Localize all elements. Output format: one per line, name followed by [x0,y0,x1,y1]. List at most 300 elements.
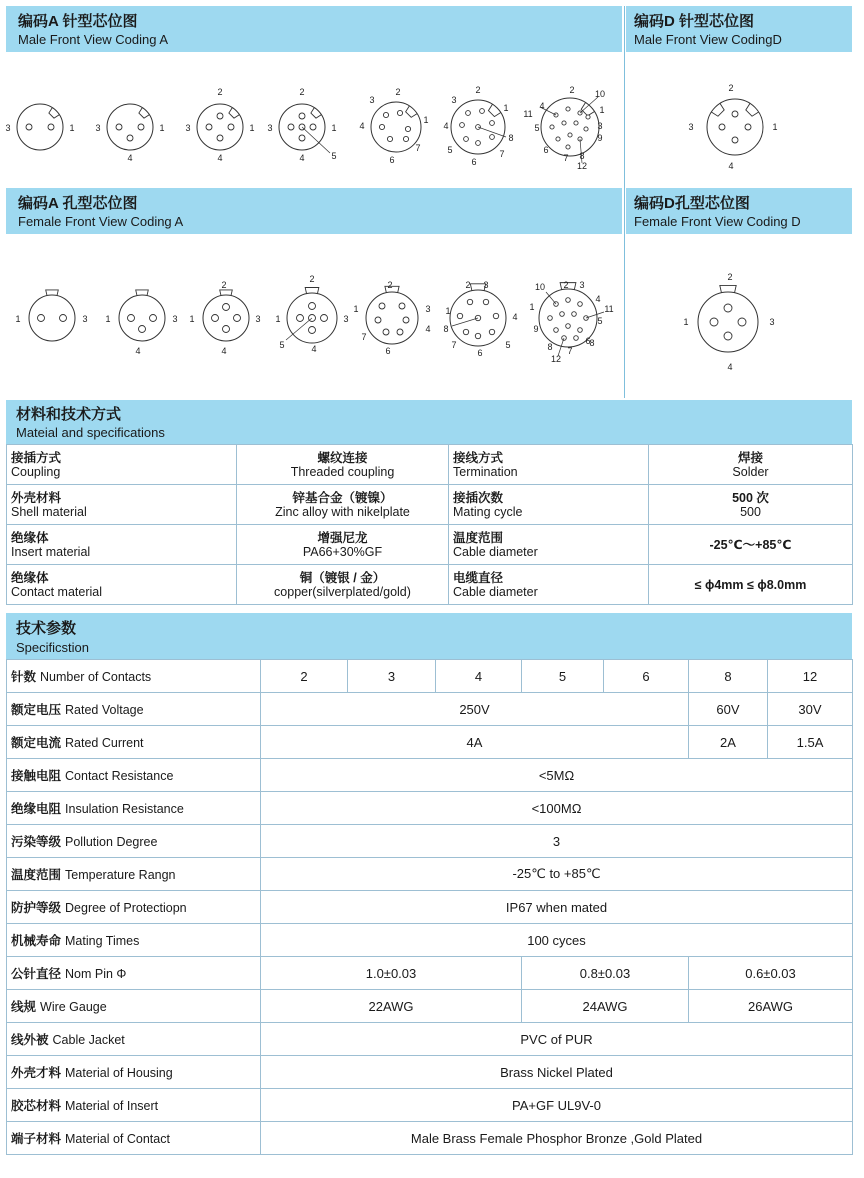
spec-label: 胶芯材料 Material of Insert [7,1089,261,1122]
materials-row [7,485,853,525]
en-text: Shell material [11,504,87,519]
material-value [237,445,449,485]
pin-contact [299,135,305,141]
pin-contact [128,315,135,322]
pin-number-label: 8 [579,151,585,161]
pin-contact [490,121,495,126]
material-label [7,445,237,485]
contact-resistance-value: <5MΩ [261,759,853,792]
pin-number-label: 10 [534,282,546,292]
pin-number-label: 3 [172,314,178,324]
pin-number-label: 3 [597,121,603,131]
pin-contact [403,317,409,323]
pin-contact [586,115,590,119]
pin-number-label: 4 [299,153,305,163]
cn-text: 增强尼龙 [317,530,368,545]
pin-number-label: 2 [387,280,393,290]
materials-table [6,444,853,605]
pin-contact [560,312,565,317]
pin-number-label: 5 [447,145,453,155]
connector-outline [107,104,153,150]
pin-number-label: 8 [508,133,514,143]
pin-number-label: 3 [343,314,349,324]
cn-text: -25℃～+85℃ [709,537,792,552]
pin-contact [554,328,559,333]
pin-contact [397,110,402,115]
pin-contact [578,328,583,333]
pin-number-label: 7 [361,332,367,342]
spec-label: 线外被 Cable Jacket [7,1023,261,1056]
pin-number-label: 12 [576,161,588,171]
pin-contact [309,327,316,334]
pin-contact [732,111,738,117]
pin-number-label: 3 [255,314,261,324]
pin-contact [234,315,241,322]
pin-contact [457,313,462,318]
pin-contact [483,299,488,304]
pin-contact [550,125,554,129]
pin-number-label: 7 [415,143,421,153]
spec-label: 温度范围 Temperature Rangn [7,858,261,891]
en-text: Insert material [11,544,91,559]
material-value [649,485,853,525]
pin-contact [566,324,571,329]
pin-contact [299,113,305,119]
spec-row-jacket [7,1023,853,1056]
leader-line [580,97,598,113]
pin-number-label: 7 [563,153,569,163]
pin-number-label: 2 [395,87,401,97]
pin-number-label: 2 [569,85,575,95]
material-value [237,525,449,565]
pin-number-label: 8 [589,338,595,348]
leader-line [452,318,478,326]
pin-contact [383,112,388,117]
pin-number-label: 6 [543,145,549,155]
male-d-title-en: Male Front View CodingD [634,32,782,47]
protection-value: IP67 when mated [261,891,853,924]
pin-contact [745,124,751,130]
materials-row [7,565,853,605]
pin-contact [403,136,408,141]
material-label [7,565,237,605]
pin-number-label: 4 [221,346,227,356]
pin-contact [127,135,133,141]
pin-number-label: 4 [217,153,223,163]
pin-contact [475,333,480,338]
pin-number-label: 3 [483,280,489,290]
pin-number-label: 2 [727,272,733,282]
pin-contact [490,135,495,140]
pin-number-label: 5 [505,340,511,350]
spec-row-voltage [7,693,853,726]
pin-number-label: 6 [477,348,483,358]
pin-contact [217,135,223,141]
connector-outline [29,295,75,341]
pin-number-label: 3 [579,280,585,290]
spec-label: 线规 Wire Gauge [7,990,261,1023]
pin-contact [584,127,588,131]
material-value [237,565,449,605]
pin-number-label: 2 [475,85,481,95]
pin-contact [578,302,583,307]
pin-contact [217,113,223,119]
pin-contact [379,124,384,129]
spec-label: 针数 Number of Contacts [7,660,261,693]
spec-row-housing [7,1056,853,1089]
pin-number-label: 5 [534,123,540,133]
pin-contact [548,316,553,321]
pin-number-label: 7 [451,340,457,350]
pin-contact [724,332,732,340]
spec-row-temperature [7,858,853,891]
pin-number-label: 4 [127,153,133,163]
contacts-value: 3 [348,660,436,693]
pin-number-label: 3 [5,123,11,133]
spec-title-cn: 技术参数 [16,620,77,637]
pin-contact [60,315,67,322]
spec-label: 机械寿命 Mating Times [7,924,261,957]
pin-contact [463,329,468,334]
spec-row-pollution [7,825,853,858]
cn-text: 焊接 [737,450,763,465]
pin-contact [297,315,304,322]
pin-number-label: 6 [471,157,477,167]
pin-contact [724,304,732,312]
pin-number-label: 3 [185,123,191,133]
pin-number-label: 6 [585,336,591,346]
current-value: 1.5A [768,726,853,759]
materials-row [7,525,853,565]
material-value [649,445,853,485]
connector-outline [366,292,418,344]
pin-contact [150,315,157,322]
spec-table [6,659,853,1155]
pin-number-label: 2 [217,87,223,97]
spec-title-en: Specificstion [16,640,89,655]
pin-contact [228,124,234,130]
pin-number-label: 7 [499,149,505,159]
pin-number-label: 6 [389,155,395,165]
pin-contact [116,124,122,130]
spec-row-insert [7,1089,853,1122]
pin-contact [379,303,385,309]
pin-number-label: 1 [159,123,165,133]
wire-gauge-value: 22AWG [261,990,522,1023]
pin-number-label: 1 [529,302,535,312]
pin-number-label: 5 [279,340,285,350]
pin-number-label: 3 [688,122,694,132]
spec-row-nom-pin [7,957,853,990]
pin-contact [467,299,472,304]
pin-contact [223,304,230,311]
pin-number-label: 5 [597,316,603,326]
pin-number-label: 3 [95,123,101,133]
pin-contact [738,318,746,326]
pin-number-label: 3 [267,123,273,133]
pin-number-label: 1 [331,123,337,133]
pin-number-label: 11 [604,304,614,314]
cn-text: ≤ ϕ4mm ≤ ϕ8.0mm [694,577,807,592]
pin-number-label: 2 [299,87,305,97]
en-text: Cable diameter [453,584,538,599]
pin-number-label: 1 [275,314,281,324]
spec-label: 额定电流 Rated Current [7,726,261,759]
pin-number-label: 3 [769,317,775,327]
en-text: Coupling [11,464,61,479]
pin-number-label: 1 [69,123,75,133]
spec-label: 端子材料 Material of Contact [7,1122,261,1155]
male-a-title-cn: 编码A 针型芯位图 [18,13,138,30]
female-a-title-cn: 编码A 孔型芯位图 [18,195,138,212]
pin-number-label: 4 [425,324,431,334]
pin-contact [493,313,498,318]
pin-contact [321,315,328,322]
pin-number-label: 1 [683,317,689,327]
pin-number-label: 4 [728,161,734,171]
connector-outline [17,104,63,150]
spec-label: 额定电压 Rated Voltage [7,693,261,726]
pin-contact [566,145,570,149]
contacts-value: 12 [768,660,853,693]
voltage-value: 60V [689,693,768,726]
cn-text: 铜（镀银 / 金） [299,570,386,585]
contacts-value: 6 [604,660,689,693]
cn-text: 500 次 [732,490,769,505]
spec-label: 绝缘电阻 Insulation Resistance [7,792,261,825]
current-value: 4A [261,726,689,759]
pin-number-label: 4 [727,362,733,372]
pin-contact [464,137,469,142]
pin-number-label: 10 [594,89,606,99]
pin-contact [399,303,405,309]
pin-number-label: 11 [523,109,533,119]
pin-number-label: 1 [249,123,255,133]
pin-number-label: 1 [772,122,778,132]
pin-contact [732,137,738,143]
spec-label: 防护等级 Degree of Protectiopn [7,891,261,924]
pin-contact [574,121,578,125]
pin-contact [387,136,392,141]
spec-header [6,613,852,659]
en-text: Threaded coupling [290,464,395,479]
pin-contact [568,133,572,137]
cn-text: 接插次数 [453,490,504,505]
pin-number-label: 4 [311,344,317,354]
material-value [649,565,853,605]
pin-contact [480,109,485,114]
materials-title-en: Mateial and specifications [16,425,165,440]
nom-pin-value: 1.0±0.03 [261,957,522,990]
pin-number-label: 1 [599,105,605,115]
pin-contact [710,318,718,326]
pin-number-label: 4 [539,101,545,111]
connector-outline [371,102,421,152]
spec-row-wire-gauge [7,990,853,1023]
connector-outline [197,104,243,150]
pin-contact [310,124,316,130]
cn-text: 电缆直径 [453,570,504,585]
connector-outline [707,99,763,155]
pin-number-label: 8 [443,324,449,334]
spec-label: 污染等级 Pollution Degree [7,825,261,858]
cn-text: 接插方式 [11,450,62,465]
pin-number-label: 2 [728,83,734,93]
material-label [7,525,237,565]
materials-header [6,400,852,444]
pin-contact [476,141,481,146]
pin-contact [466,111,471,116]
female-d-title-cn: 编码D孔型芯位图 [634,195,750,212]
pin-number-label: 3 [369,95,375,105]
spec-row-mating [7,924,853,957]
en-text: Cable diameter [453,544,538,559]
cn-text: 绝缘体 [11,530,49,545]
cn-text: 绝缘体 [11,570,49,585]
pin-number-label: 6 [385,346,391,356]
pin-contact [212,315,219,322]
contact-material-value: Male Brass Female Phosphor Bronze ,Gold Plated [261,1122,853,1155]
spec-label: 接触电阻 Contact Resistance [7,759,261,792]
pin-number-label: 1 [353,304,359,314]
pin-number-label: 1 [105,314,111,324]
pin-number-label: 1 [189,314,195,324]
pin-number-label: 1 [15,314,21,324]
material-value [237,485,449,525]
contacts-value: 4 [436,660,522,693]
pin-number-label: 9 [597,133,603,143]
contacts-value: 2 [261,660,348,693]
voltage-value: 250V [261,693,689,726]
connector-outline [119,295,165,341]
en-text: 500 [740,504,761,519]
pin-number-label: 3 [425,304,431,314]
contacts-value: 5 [522,660,604,693]
pin-number-label: 5 [331,151,337,161]
pin-contact [375,317,381,323]
pin-layout-diagrams [0,0,864,400]
spec-row-current [7,726,853,759]
en-text: Zinc alloy with nikelplate [275,504,410,519]
pin-number-label: 4 [512,312,518,322]
cn-text: 接线方式 [453,450,504,465]
materials-row [7,445,853,485]
pin-contact [139,326,146,333]
contacts-value: 8 [689,660,768,693]
insulation-value: <100MΩ [261,792,853,825]
en-text: Termination [453,464,518,479]
pin-contact [572,312,577,317]
pin-number-label: 7 [567,346,573,356]
spec-label: 外壳才料 Material of Housing [7,1056,261,1089]
pin-number-label: 3 [82,314,88,324]
pin-contact [309,303,316,310]
pin-contact [138,124,144,130]
wire-gauge-value: 26AWG [689,990,853,1023]
pin-contact [288,124,294,130]
pin-contact [556,137,560,141]
material-label [449,565,649,605]
en-text: Solder [732,464,769,479]
pin-contact [383,329,389,335]
pin-contact [566,107,570,111]
cn-text: 螺纹连接 [317,450,368,465]
en-text: Mating cycle [453,504,523,519]
pin-number-label: 4 [443,121,449,131]
pin-number-label: 2 [309,274,315,284]
spec-row-contacts [7,660,853,693]
en-text: PA66+30%GF [302,544,383,559]
spec-row-protection [7,891,853,924]
pin-number-label: 4 [135,346,141,356]
pin-contact [719,124,725,130]
spec-row-contact-material [7,1122,853,1155]
male-d-title-cn: 编码D 针型芯位图 [634,13,755,30]
pin-number-label: 12 [550,354,562,364]
connector-outline [698,292,758,352]
mating-value: 100 cyces [261,924,853,957]
cn-text: 温度范围 [453,530,504,545]
spec-label: 公针直径 Nom Pin Φ [7,957,261,990]
temperature-value: -25℃ to +85℃ [261,858,853,891]
pin-contact [38,315,45,322]
wire-gauge-value: 24AWG [522,990,689,1023]
pin-contact [489,329,494,334]
housing-value: Brass Nickel Plated [261,1056,853,1089]
pin-contact [48,124,54,130]
en-text: Contact material [11,584,103,599]
pin-number-label: 4 [359,121,365,131]
male-a-title-en: Male Front View Coding A [18,32,169,47]
pin-contact [397,329,403,335]
leader-line [302,127,330,153]
current-value: 2A [689,726,768,759]
pin-contact [223,326,230,333]
pin-number-label: 2 [221,280,227,290]
pin-number-label: 2 [563,280,569,290]
jacket-value: PVC of PUR [261,1023,853,1056]
insert-value: PA+GF UL9V-0 [261,1089,853,1122]
cn-text: 外壳材料 [11,490,62,505]
pin-contact [26,124,32,130]
pin-number-label: 3 [451,95,457,105]
pin-number-label: 9 [533,324,539,334]
material-value [649,525,853,565]
pin-contact [405,126,410,131]
pin-contact [206,124,212,130]
spec-row-insulation [7,792,853,825]
pin-number-label: 2 [465,280,471,290]
pin-number-label: 4 [595,294,601,304]
spec-row-contact-resistance [7,759,853,792]
pin-number-label: 8 [547,342,553,352]
materials-title-cn: 材料和技术方式 [16,406,122,423]
pin-number-label: 1 [423,115,429,125]
material-label [7,485,237,525]
cn-text: 锌基合金（镀镍） [292,490,393,505]
pin-number-label: 1 [503,103,509,113]
material-label [449,525,649,565]
pin-number-label: 1 [445,306,451,316]
nom-pin-value: 0.6±0.03 [689,957,853,990]
female-a-title-en: Female Front View Coding A [18,214,184,229]
female-d-title-en: Female Front View Coding D [634,214,801,229]
pin-contact [562,121,566,125]
pin-contact [460,123,465,128]
nom-pin-value: 0.8±0.03 [522,957,689,990]
pin-contact [574,336,579,341]
pin-contact [566,298,571,303]
